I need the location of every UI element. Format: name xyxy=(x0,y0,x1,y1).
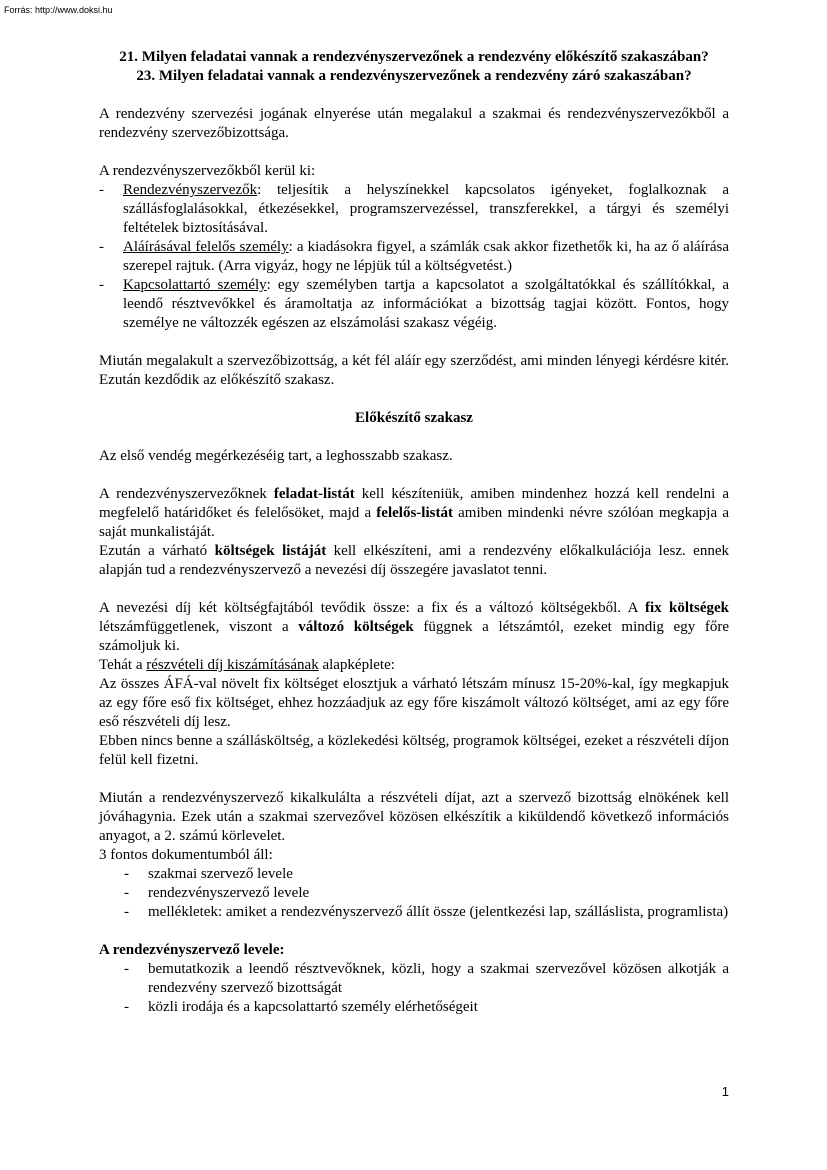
list-item: - Rendezvényszervezők: teljesítik a helyszínekkel kapcsolatos igényeket, foglalkoznak a szállásfoglalásokkal, étkezésekkel, programszervezéssel, transzferekkel, a tárgyi és személyi feltételek biztosításával. xyxy=(99,182,729,236)
list-item: - Kapcsolattartó személy: egy személyben tartja a kapcsolatot a szolgáltatókkal és szállítókkal, a leendő résztvevőkkel és áramoltatja az információkat a bizottság tagjai között. Fontos, hogy személye ne változzék egészen az elszámolási szakasz végéig. xyxy=(99,277,729,331)
list-item: - közli irodája és a kapcsolattartó személy elérhetőségeit xyxy=(124,999,478,1015)
roles-lead: A rendezvényszervezőkből kerül ki: xyxy=(99,163,316,179)
roles-list xyxy=(99,181,729,333)
list-item: - rendezvényszervező levele xyxy=(124,885,310,901)
tasks-paragraph: A rendezvényszervezőknek feladat-listát kell készíteniük, amiben mindenhez hozzá kell rendelni a megfelelő határidőket és felelősöket, majd a felelős-listát amiben mindenki névre szólóan megkapja a saját munkalistáját. xyxy=(99,486,729,540)
source-label: Forrás: http://www.doksi.hu xyxy=(4,5,113,15)
documents-lead: 3 fontos dokumentumból áll: xyxy=(99,847,273,863)
fee-paragraph: A nevezési díj két költségfajtából tevődik össze: a fix és a változó költségekből. A fix költségek létszámfüggetlenek, viszont a változó költségek függnek a létszámtól, ezeket mindig egy főre számoljuk ki. xyxy=(99,600,729,654)
costs-paragraph: Ezután a várható költségek listáját kell elkészíteni, ami a rendezvény előkalkulációja lesz. ennek alapján tud a rendezvényszervező a nevezési díj összegére javaslatot tenni. xyxy=(99,543,729,578)
documents-list xyxy=(99,865,729,922)
letter-list xyxy=(99,960,729,1017)
list-item: - bemutatkozik a leendő résztvevőknek, közli, hogy a szakmai szervezővel közösen alkotják a rendezvény szervező bizottságát xyxy=(124,961,729,996)
contract-paragraph: Miután megalakult a szervezőbizottság, a két fél aláír egy szerződést, ami minden lényegi kérdésre kitér. Ezután kezdődik az előkészítő szakasz. xyxy=(99,353,729,388)
section-heading: Előkészítő szakasz xyxy=(355,410,473,426)
letter-heading: A rendezvényszervező levele: xyxy=(99,942,285,958)
list-item: - szakmai szervező levele xyxy=(124,866,293,882)
list-item: - mellékletek: amiket a rendezvényszervező állít össze (jelentkezési lap, szálláslista, programlista) xyxy=(124,904,729,920)
role-text: : a kiadásokra figyel, a számlák csak akkor fizethetők ki, ha az ő aláírása szerepel rajtuk. (Arra vigyáz, hogy ne lépjük túl a költségvetést.) xyxy=(123,239,729,274)
page-number: 1 xyxy=(721,1084,729,1099)
role-text: : teljesítik a helyszínekkel kapcsolatos igényeket, foglalkoznak a szállásfoglalásokkal, étkezésekkel, programszervezéssel, transzferekkel, a tárgyi és személyi feltételek biztosításával. xyxy=(123,182,729,236)
fee-formula: Az összes ÁFÁ-val növelt fix költséget elosztjuk a várható létszám mínusz 15-20%-kal, így megkapjuk az egy főre eső fix költséget, ehhez hozzáadjuk az egy főre kiszámolt változó költséget, ami az egy főre eső részvételi díj lesz. xyxy=(99,676,729,730)
role-term: Kapcsolattartó személy xyxy=(123,277,267,293)
role-text: : egy személyben tartja a kapcsolatot a szolgáltatókkal és szállítókkal, a leendő résztvevőkkel és áramoltatja az információkat a bizottság tagjai között. Fontos, hogy személye ne változzék egészen az elszámolási szakasz végéig. xyxy=(123,277,729,331)
approval-paragraph: Miután a rendezvényszervező kikalkulálta a részvételi díjat, azt a szervező bizottság elnökének kell jóváhagynia. Ezek után a szakmai szervezővel közösen elkészítik a kiküldendő következő információs anyagot, a 2. számú körlevelet. xyxy=(99,790,729,844)
title-line-2: 23. Milyen feladatai vannak a rendezvényszervezőnek a rendezvény záró szakaszában? xyxy=(136,68,692,84)
intro-paragraph: A rendezvény szervezési jogának elnyerése után megalakul a szakmai és rendezvényszervezőkből a rendezvény szervezőbizottsága. xyxy=(99,106,729,141)
role-term: Aláírásával felelős személy xyxy=(123,239,289,255)
fee-formula-lead: Tehát a részvételi díj kiszámításának alapképlete: xyxy=(99,657,395,673)
document-page xyxy=(99,48,729,1017)
phase-paragraph: Az első vendég megérkezéséig tart, a leghosszabb szakasz. xyxy=(99,448,453,464)
fee-exclusions: Ebben nincs benne a szállásköltség, a közlekedési költség, programok költségei, ezeket a részvételi díjon felül kell fizetni. xyxy=(99,733,729,768)
list-item: - Aláírásával felelős személy: a kiadásokra figyel, a számlák csak akkor fizethetők ki, ha az ő aláírása szerepel rajtuk. (Arra vigyáz, hogy ne lépjük túl a költségvetést.) xyxy=(99,239,729,274)
role-term: Rendezvényszervezők xyxy=(123,182,258,198)
title-line-1: 21. Milyen feladatai vannak a rendezvényszervezőnek a rendezvény előkészítő szakaszában? xyxy=(119,49,709,65)
